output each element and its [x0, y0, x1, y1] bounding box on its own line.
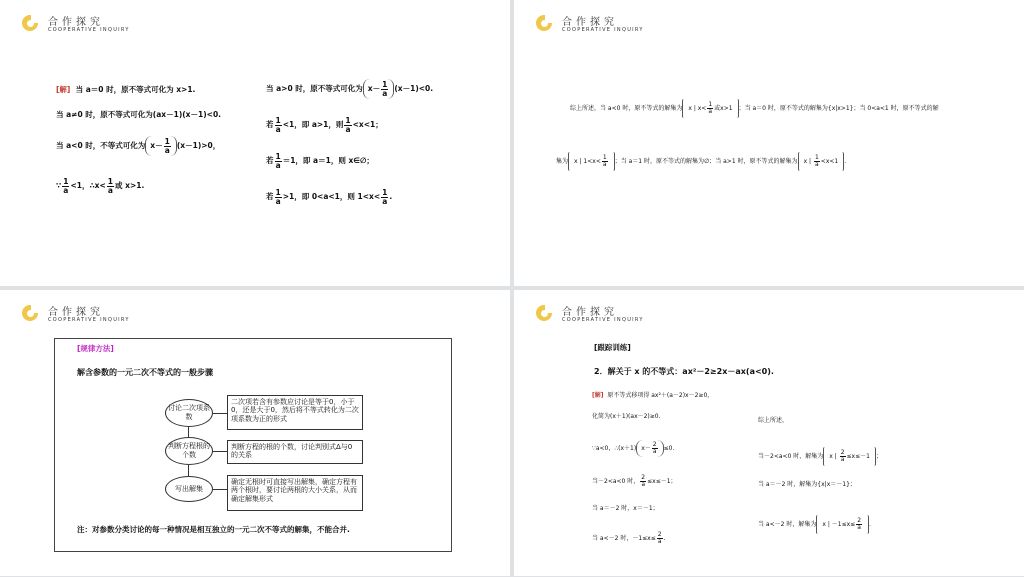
- practice-summary-1: 综上所述，: [758, 417, 789, 424]
- practice-step-3: ∵a<0，∴(x＋1) x－ $\frac{2}{a}$ ≤0.: [592, 441, 675, 455]
- solution-line-3: 当 a<0 时，不等式可化为 x－ $\frac{1}{a}$ (x－1)>0，: [56, 137, 221, 155]
- flow-step-1: 讨论二次项系数: [165, 399, 213, 427]
- header-title: 合作探究: [562, 17, 618, 28]
- solution-line-1: [解] 当 a＝0 时，原不等式可化为 x>1.: [56, 85, 196, 94]
- flow-connector: [213, 489, 227, 490]
- practice-step-4: 当－2<a<0 时， $\frac{2}{a}$ ≤x≤－1；: [592, 474, 677, 488]
- solution-line-2: 当 a≠0 时，原不等式可化为(ax－1)(x－1)<0.: [56, 110, 222, 119]
- flow-step-2: 判断方程根的个数: [165, 437, 213, 465]
- solution-right-2: 若 $\frac{1}{a}$ <1，即 a>1，则 $\frac{1}{a}$ <x<1；: [266, 116, 383, 134]
- practice-tag: [跟踪训练]: [594, 343, 631, 352]
- practice-summary-3: 当 a＝－2 时，解集为{x|x＝－1}；: [758, 481, 856, 488]
- logo-icon: [536, 305, 552, 321]
- practice-step-2: 化简为(x＋1)(ax－2)≥0.: [592, 413, 661, 420]
- method-heading: 解含参数的一元二次不等式的一般步骤: [77, 368, 213, 377]
- practice-summary-2: 当－2<a<0 时，解集为 x | $\frac{2}{a}$ ≤x≤－1 ；: [758, 447, 882, 466]
- slide-2: [514, 0, 1024, 286]
- flow-connector: [188, 465, 189, 476]
- slide-1: [0, 0, 510, 286]
- summary-line-1: 综上所述，当 a<0 时，原不等式的解集为 x | x< $\frac{1}{a}$ 或x>1 ；当 a＝0 时，原不等式的解集为{x|x>1}；当 0<a<1 时，原不等式的解: [570, 99, 939, 118]
- flow-connector: [213, 451, 227, 452]
- solution-right-1: 当 a>0 时，原不等式可化为 x－ $\frac{1}{a}$ (x－1)<0.: [266, 80, 434, 98]
- header-title: 合作探究: [562, 307, 618, 318]
- header-subtitle: COOPERATIVE INQUIRY: [48, 27, 130, 33]
- summary-line-2: 集为 x | 1<x< $\frac{1}{a}$ ；当 a＝1 时，原不等式的解集为∅；当 a>1 时，原不等式的解集为 x | $\frac{1}{a}$ <x<1 .: [556, 152, 846, 171]
- practice-summary-4: 当 a<－2 时，解集为 x | －1≤x≤ $\frac{2}{a}$ .: [758, 515, 871, 534]
- slide-3: [0, 290, 510, 576]
- header-subtitle: COOPERATIVE INQUIRY: [562, 27, 644, 33]
- practice-step-5: 当 a＝－2 时，x＝－1；: [592, 505, 659, 512]
- logo-icon: [536, 15, 552, 31]
- solution-right-4: 若 $\frac{1}{a}$ >1，即 0<a<1，则 1<x< $\frac{1}{a}$ .: [266, 188, 393, 206]
- header-subtitle: COOPERATIVE INQUIRY: [562, 317, 644, 323]
- flow-step-3: 写出解集: [165, 476, 213, 502]
- method-note: 注：对参数分类讨论的每一种情况是相互独立的一元二次不等式的解集，不能合并.: [77, 525, 350, 534]
- header-subtitle: COOPERATIVE INQUIRY: [48, 317, 130, 323]
- logo-icon: [22, 15, 38, 31]
- practice-question: 2．解关于 x 的不等式：ax²－2≥2x－ax(a<0).: [594, 367, 774, 376]
- practice-step-6: 当 a<－2 时，－1≤x≤ $\frac{2}{a}$ .: [592, 531, 666, 545]
- solution-line-4: ∵ $\frac{1}{a}$ <1，∴x< $\frac{1}{a}$ 或 x>1.: [56, 177, 145, 195]
- method-box: [54, 338, 452, 552]
- flow-desc-1: 二次项若含有参数应讨论是等于0，小于0，还是大于0，然后将不等式转化为二次项系数为正的形式: [227, 395, 363, 430]
- solution-right-3: 若 $\frac{1}{a}$ ＝1，即 a＝1，则 x∈∅；: [266, 152, 374, 170]
- logo-icon: [22, 305, 38, 321]
- flow-connector: [213, 413, 227, 414]
- method-tag: [规律方法]: [77, 344, 114, 353]
- flow-connector: [188, 427, 189, 437]
- flow-desc-2: 判断方程的根的个数，讨论判别式Δ与0的关系: [227, 440, 363, 464]
- header-title: 合作探究: [48, 307, 104, 318]
- practice-step-1: [解] 原不等式移项得 ax²＋(a－2)x－2≥0，: [592, 392, 714, 399]
- flow-desc-3: 确定无根时可直接写出解集，确定方程有两个根时，要讨论两根的大小关系，从而确定解集形式: [227, 475, 363, 511]
- header-title: 合作探究: [48, 17, 104, 28]
- slide-4: [514, 290, 1024, 576]
